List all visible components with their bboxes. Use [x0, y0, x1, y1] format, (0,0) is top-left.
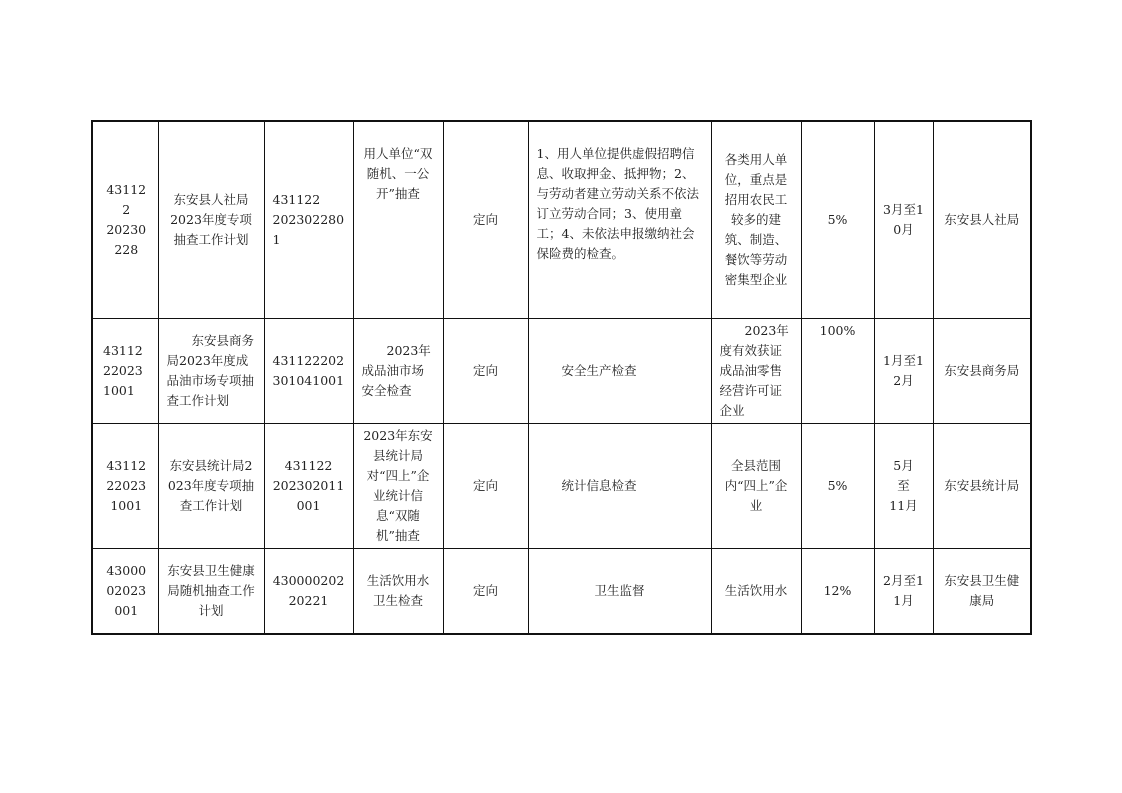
task-id-cell: 43000020220221: [264, 548, 353, 634]
table-row: [92, 423, 1031, 548]
task-name-cell: 2023年成品油市场安全检查: [353, 318, 443, 423]
plan-name-cell: 东安县商务局2023年度成品油市场专项抽查工作计划: [158, 318, 264, 423]
inspection-time-cell: 5月 至 11月: [874, 423, 933, 548]
department-cell: 东安县人社局: [933, 121, 1031, 318]
sampling-ratio-cell: 12%: [801, 548, 874, 634]
inspection-type-cell: 定向: [443, 423, 528, 548]
inspection-time-cell: 2月至11月: [874, 548, 933, 634]
inspection-type-cell: 定向: [443, 548, 528, 634]
inspection-object-cell: 各类用人单位，重点是招用农民工较多的建筑、制造、餐饮等劳动密集型企业: [711, 121, 801, 318]
task-id-cell: 431122 2023022801: [264, 121, 353, 318]
sampling-ratio-cell: 5%: [801, 423, 874, 548]
inspection-time-cell: 3月至10月: [874, 121, 933, 318]
table-row: [92, 121, 1031, 318]
task-id-cell: 431122202301041001: [264, 318, 353, 423]
inspection-type-cell: 定向: [443, 318, 528, 423]
plan-id-cell: 4300002023001: [92, 548, 158, 634]
task-name-cell: 生活饮用水卫生检查: [353, 548, 443, 634]
department-cell: 东安县统计局: [933, 423, 1031, 548]
sampling-ratio-cell: 5%: [801, 121, 874, 318]
plan-id-cell: 43112220231001: [92, 318, 158, 423]
plan-name-cell: 东安县统计局2023年度专项抽查工作计划: [158, 423, 264, 548]
plan-name-cell: 东安县卫生健康局随机抽查工作计划: [158, 548, 264, 634]
inspection-content-cell: 1、用人单位提供虚假招聘信息、收取押金、抵押物；2、与劳动者建立劳动关系不依法订立劳动合同；3、使用童工；4、未依法申报缴纳社会保险费的检查。: [528, 121, 711, 318]
inspection-plan-table: [91, 120, 1032, 635]
table-row: [92, 548, 1031, 634]
table-row: [92, 318, 1031, 423]
inspection-time-cell: 1月至12月: [874, 318, 933, 423]
plan-id-cell: 43112220231001: [92, 423, 158, 548]
department-cell: 东安县商务局: [933, 318, 1031, 423]
task-name-cell: 2023年东安县统计局对“四上”企业统计信息“双随机”抽查: [353, 423, 443, 548]
task-id-cell: 431122 202302011001: [264, 423, 353, 548]
inspection-content-cell: 卫生监督: [528, 548, 711, 634]
sampling-ratio-cell: 100%: [801, 318, 874, 423]
task-name-cell: 用人单位“双随机、一公开”抽查: [353, 121, 443, 318]
inspection-object-cell: 生活饮用水: [711, 548, 801, 634]
inspection-object-cell: 全县范围内“四上”企业: [711, 423, 801, 548]
plan-name-cell: 东安县人社局 2023年度专项抽查工作计划: [158, 121, 264, 318]
inspection-object-cell: 2023年度有效获证成品油零售经营许可证企业: [711, 318, 801, 423]
department-cell: 东安县卫生健康局: [933, 548, 1031, 634]
inspection-type-cell: 定向: [443, 121, 528, 318]
inspection-content-cell: 安全生产检查: [528, 318, 711, 423]
inspection-content-cell: 统计信息检查: [528, 423, 711, 548]
plan-id-cell: 431122 20230228: [92, 121, 158, 318]
